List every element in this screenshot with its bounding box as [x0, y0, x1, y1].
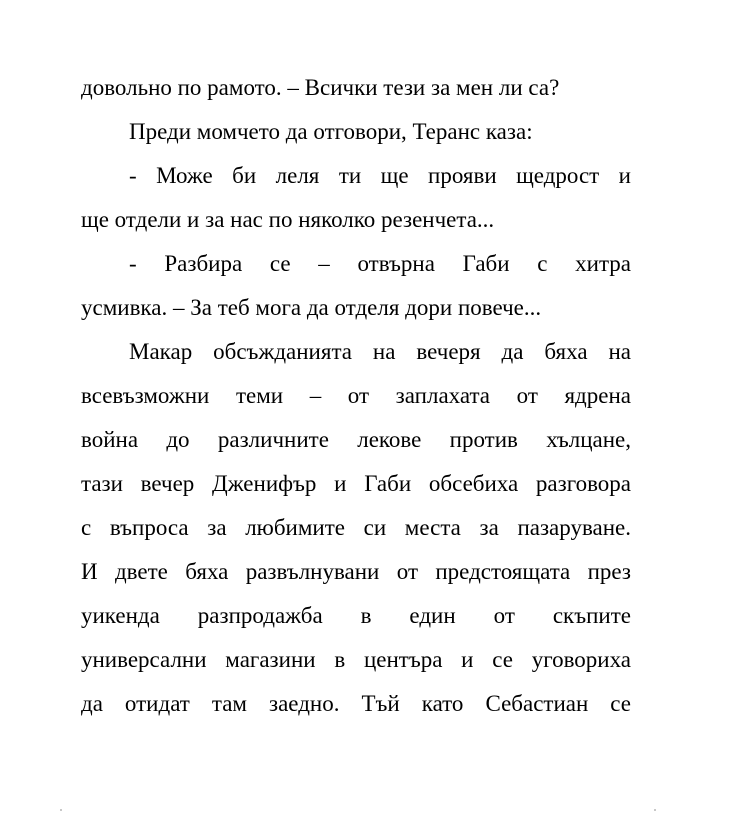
text-line: - Разбира се – отвърна Габи с хитра [129, 251, 631, 276]
text-line: с въпроса за любимите си места за пазаруване. [81, 515, 631, 540]
body-text [81, 66, 631, 726]
text-line: Макар обсъжданията на вечеря да бяха на [129, 339, 631, 364]
text-line: ще отдели и за нас по няколко резенчета... [81, 207, 495, 232]
text-line: усмивка. – За теб мога да отделя дори повече... [81, 295, 542, 320]
text-line: всевъзможни теми – от заплахата от ядрена [81, 383, 631, 408]
text-line: да отидат там заедно. Тъй като Себастиан се [81, 691, 631, 716]
text-line: довольно по рамото. – Всички тези за мен ли са? [81, 75, 560, 100]
page-corner-mark-right [654, 809, 656, 811]
text-line: универсални магазини в центъра и се уговориха [81, 647, 631, 672]
text-line: - Може би леля ти ще прояви щедрост и [129, 163, 631, 188]
page-corner-mark-left [60, 809, 62, 811]
text-line: уикенда разпродажба в един от скъпите [81, 603, 631, 628]
text-line: Преди момчето да отговори, Теранс каза: [129, 119, 533, 144]
text-line: война до различните лекове против хълцане, [81, 427, 631, 452]
text-line: тази вечер Дженифър и Габи обсебиха разговора [81, 471, 631, 496]
text-line: И двете бяха развълнувани от предстоящата през [81, 559, 631, 584]
